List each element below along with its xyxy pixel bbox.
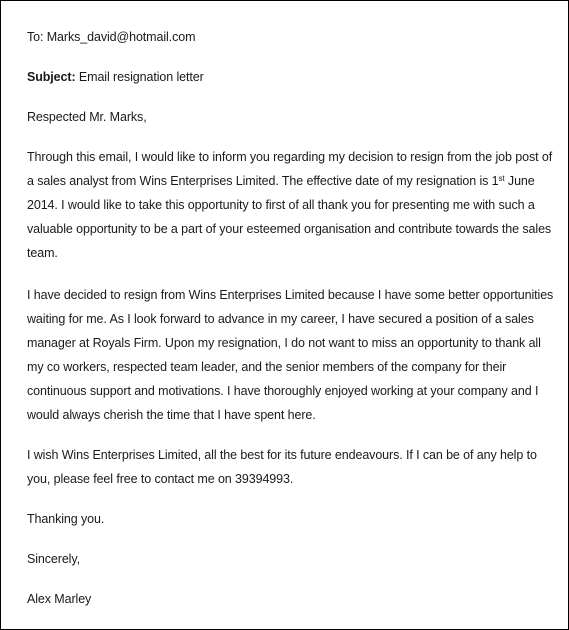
paragraph-2 <box>27 283 554 427</box>
paragraph-3 <box>27 443 551 491</box>
ordinal-suffix: st <box>498 174 505 183</box>
paragraph-line: manager at Royals Firm. Upon my resignation, I do not want to miss an opportunity to thank all <box>27 336 541 350</box>
thanks-line: Thanking you. <box>27 512 105 526</box>
salutation: Respected Mr. Marks, <box>27 110 147 124</box>
paragraph-line: continuous support and motivations. I have thoroughly enjoyed working at your company and I <box>27 384 539 398</box>
paragraph-1 <box>27 145 551 265</box>
paragraph-line: waiting for me. As I look forward to advance in my career, I have secured a position of a sales <box>27 312 534 326</box>
paragraph-line: I wish Wins Enterprises Limited, all the best for its future endeavours. If I can be of any help to <box>27 448 537 462</box>
recipient-line: To: Marks_david@hotmail.com <box>27 30 196 44</box>
signature-name: Alex Marley <box>27 592 92 606</box>
paragraph-line: would always cherish the time that I have spent here. <box>27 408 316 422</box>
paragraph-line: my co workers, respected team leader, and the senior members of the company for their <box>27 360 507 374</box>
paragraph-line: 2014. I would like to take this opportunity to first of all thank you for presenting me with such a <box>27 198 535 212</box>
paragraph-line: team. <box>27 246 58 260</box>
subject-value: Email resignation letter <box>75 70 204 84</box>
paragraph-line: I have decided to resign from Wins Enterprises Limited because I have some better opportunities <box>27 288 554 302</box>
subject-line <box>27 65 551 89</box>
letter-body <box>27 25 554 611</box>
paragraph-line: a sales analyst from Wins Enterprises Limited. The effective date of my resignation is 1st June <box>27 174 535 188</box>
subject-label: Subject: <box>27 70 76 84</box>
paragraph-line: valuable opportunity to be a part of your esteemed organisation and contribute towards the sales <box>27 222 552 236</box>
paragraph-line: Through this email, I would like to inform you regarding my decision to resign from the job post of <box>27 150 553 164</box>
paragraph-line: you, please feel free to contact me on 39394993. <box>27 472 294 486</box>
closing-line: Sincerely, <box>27 552 80 566</box>
